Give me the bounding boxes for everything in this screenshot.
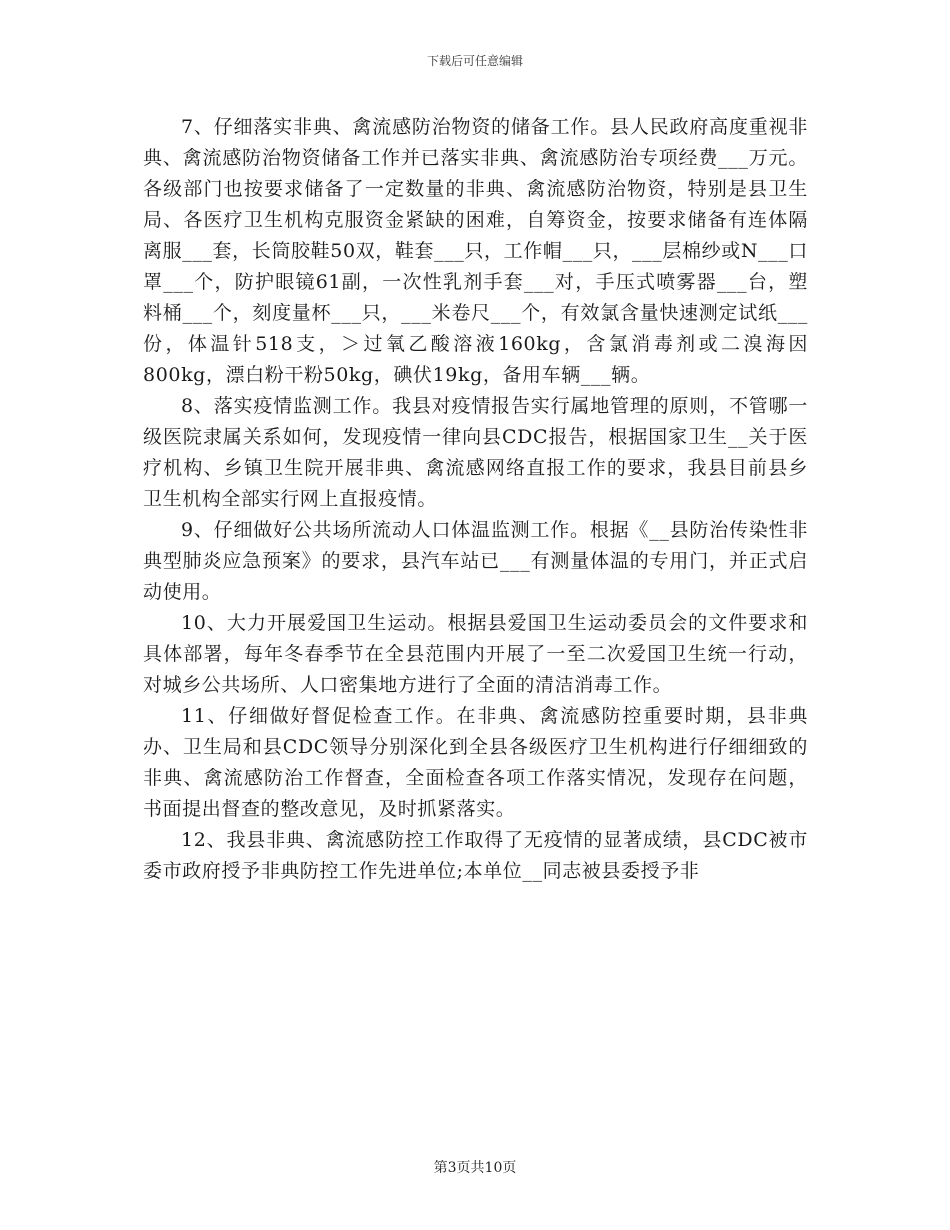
paragraph-9: 9、仔细做好公共场所流动人口体温监测工作。根据《__县防治传染性非典型肺炎应急预案》的要求，县汽车站已___有测量体温的专用门，并正式启动使用。 (143, 519, 808, 603)
page-header: 下载后可任意编辑 (426, 54, 523, 68)
page-number: 第3页共10页 (433, 1160, 517, 1176)
paragraph-7: 7、仔细落实非典、禽流感防治物资的储备工作。县人民政府高度重视非典、禽流感防治物资储备工作并已落实非典、禽流感防治专项经费___万元。各级部门也按要求储备了一定数量的非典、禽流感防治物资，特别是县卫生局、各医疗卫生机构克服资金紧缺的困难，自筹资金，按要求储备有连体隔离服___套，长筒胶鞋50双，鞋套___只，工作帽___只，___层棉纱或N___口罩___个，防护眼镜61副，一次性乳剂手套___对，手压式喷雾器___台，塑料桶___个，刻度量杯___只，___米卷尺___个，有效氯含量快速测定试纸___份，体温针518支，＞过氧乙酸溶液160kg，含氯消毒剂或二溴海因800kg，漂白粉干粉50kg，碘伏19kg，备用车辆___辆。 (143, 116, 808, 386)
document-body (143, 112, 808, 887)
paragraph-10: 10、大力开展爱国卫生运动。根据县爱国卫生运动委员会的文件要求和具体部署，每年冬春季节在全县范围内开展了一至二次爱国卫生统一行动，对城乡公共场所、人口密集地方进行了全面的清洁消毒工作。 (143, 612, 808, 696)
paragraph-12: 12、我县非典、禽流感防控工作取得了无疫情的显著成绩，县CDC被市委市政府授予非典防控工作先进单位;本单位__同志被县委授予非 (143, 829, 808, 882)
paragraph-11: 11、仔细做好督促检查工作。在非典、禽流感防控重要时期，县非典办、卫生局和县CDC领导分别深化到全县各级医疗卫生机构进行仔细细致的非典、禽流感防治工作督查，全面检查各项工作落实情况，发现存在问题，书面提出督查的整改意见，及时抓紧落实。 (143, 705, 808, 820)
paragraph-8: 8、落实疫情监测工作。我县对疫情报告实行属地管理的原则，不管哪一级医院隶属关系如何，发现疫情一律向县CDC报告，根据国家卫生__关于医疗机构、乡镇卫生院开展非典、禽流感网络直报工作的要求，我县目前县乡卫生机构全部实行网上直报疫情。 (143, 395, 808, 510)
